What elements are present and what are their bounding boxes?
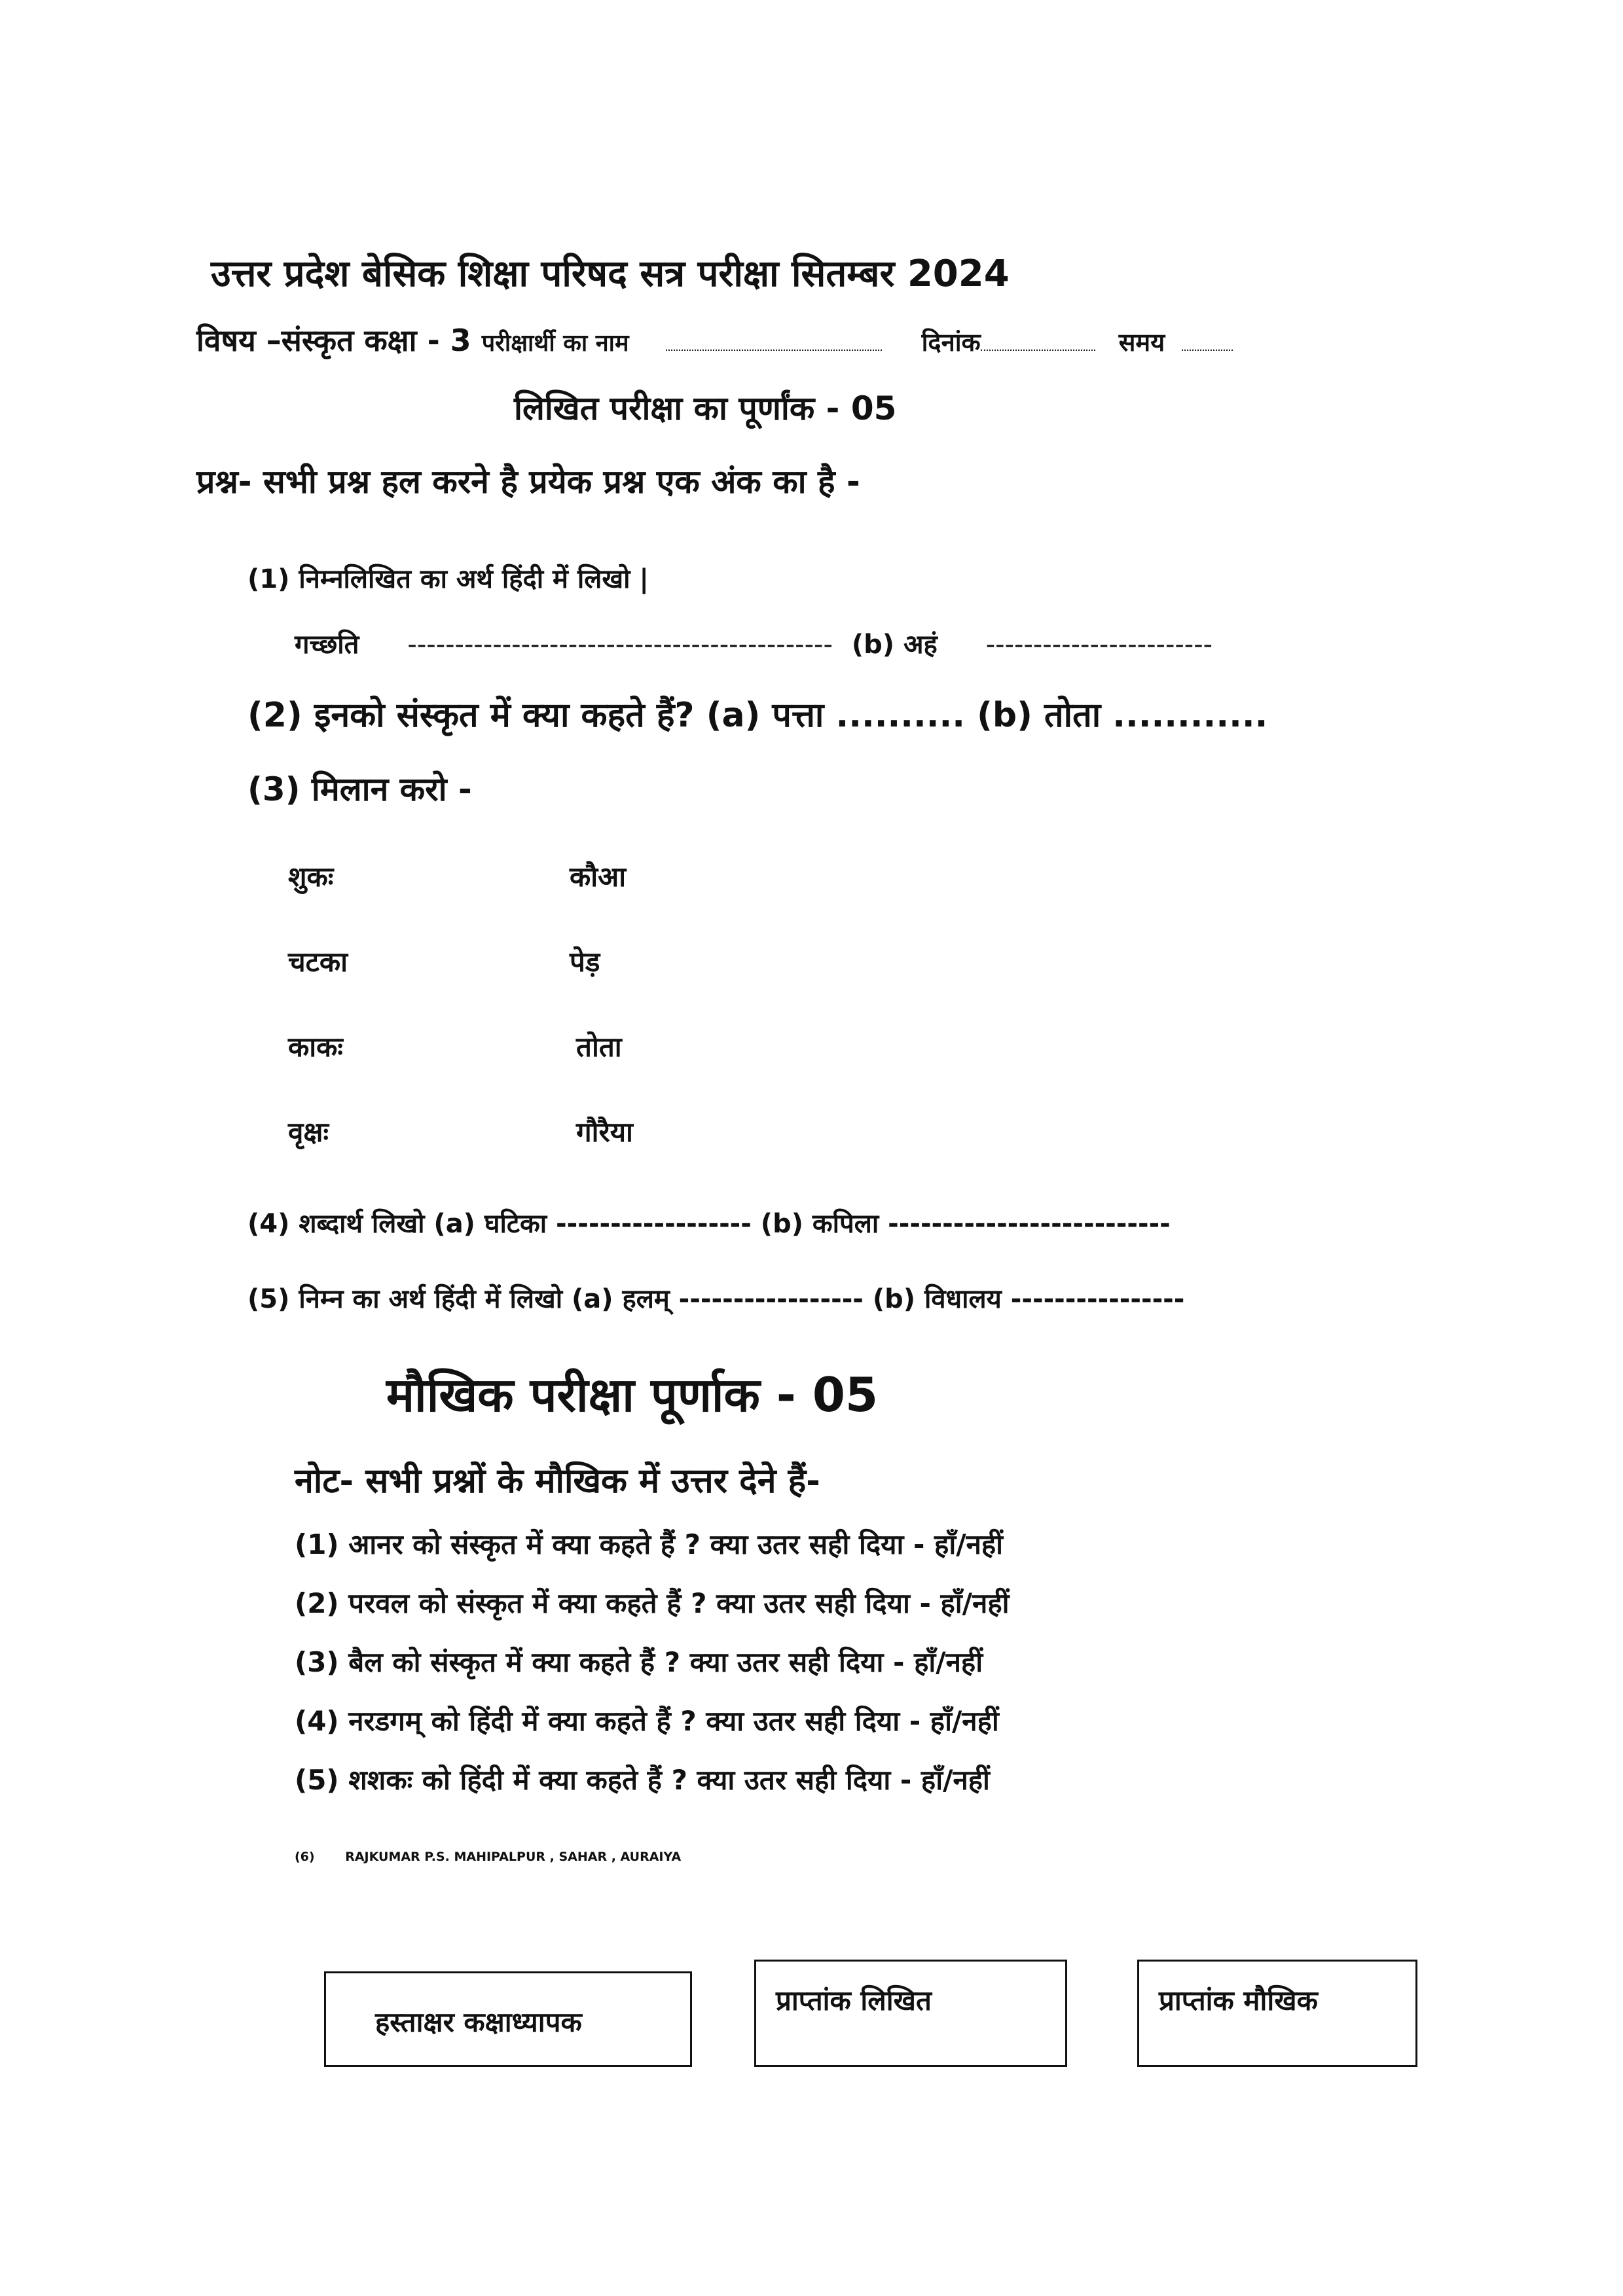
- exam-title: उत्तर प्रदेश बेसिक शिक्षा परिषद सत्र परीक्षा सितम्बर 2024: [211, 253, 1010, 295]
- time-label: समय: [1118, 328, 1165, 357]
- student-name-label: परीक्षार्थी का नाम: [481, 330, 629, 357]
- oral-note: नोट- सभी प्रश्नों के मौखिक में उत्तर देने हैं-: [295, 1462, 820, 1501]
- date-label: दिनांक: [921, 328, 981, 357]
- question-2: (2) इनको संस्कृत में क्या कहते हैं? (a) पत्ता .......... (b) तोता ............: [247, 696, 1268, 735]
- oral-question: (5) शशकः को हिंदी में क्या कहते हैं ? क्या उतर सही दिया - हाँ/नहीं: [295, 1764, 990, 1796]
- student-name-field[interactable]: [666, 344, 882, 351]
- oral-question: (4) नरडगम् को हिंदी में क्या कहते हैं ? क्या उतर सही दिया - हाँ/नहीं: [295, 1705, 999, 1737]
- q1-blank-a[interactable]: ---------------------------------------------: [407, 630, 833, 660]
- question-3: (3) मिलान करो -: [247, 770, 472, 808]
- subject-class: विषय –संस्कृत कक्षा - 3: [196, 323, 471, 358]
- subject-line: [196, 319, 1233, 360]
- signature-label: हस्ताक्षर कक्षाध्यापक: [375, 2006, 582, 2038]
- oral-question: (1) आनर को संस्कृत में क्या कहते हैं ? क्या उतर सही दिया - हाँ/नहीं: [295, 1528, 1004, 1560]
- match-right-item: तोता: [576, 1031, 622, 1063]
- q1-word-b: (b) अहं: [851, 630, 938, 660]
- question-1: (1) निम्नलिखित का अर्थ हिंदी में लिखो |: [247, 564, 649, 594]
- match-right-item: पेड़: [570, 946, 600, 978]
- credit-line: [295, 1850, 681, 1864]
- match-right-item: कौआ: [570, 861, 627, 893]
- oral-marks-box[interactable]: [1137, 1960, 1417, 2067]
- match-left-item: चटका: [288, 946, 348, 978]
- question-1-items: [295, 625, 1213, 661]
- match-left-item: शुकः: [288, 861, 334, 893]
- time-field[interactable]: [1182, 344, 1233, 351]
- credit-number: (6): [295, 1850, 315, 1864]
- written-total: लिखित परीक्षा का पूर्णांक - 05: [514, 389, 897, 427]
- oral-question: (3) बैल को संस्कृत में क्या कहते हैं ? क्या उतर सही दिया - हाँ/नहीं: [295, 1646, 983, 1678]
- written-marks-label: प्राप्तांक लिखित: [776, 1984, 932, 2017]
- match-right-item: गौरैया: [576, 1116, 633, 1148]
- oral-marks-label: प्राप्तांक मौखिक: [1159, 1984, 1318, 2017]
- q1-blank-b[interactable]: ------------------------: [985, 630, 1213, 660]
- oral-question: (2) परवल को संस्कृत में क्या कहते हैं ? क्या उतर सही दिया - हाँ/नहीं: [295, 1587, 1010, 1619]
- oral-heading: मौखिक परीक्षा पूर्णाक - 05: [386, 1367, 879, 1422]
- signature-box[interactable]: [324, 1971, 692, 2067]
- match-left-item: काकः: [288, 1031, 343, 1063]
- q1-word-a: गच्छति: [295, 630, 359, 660]
- date-field[interactable]: [981, 344, 1095, 351]
- credit-text: RAJKUMAR P.S. MAHIPALPUR , SAHAR , AURAIYA: [345, 1850, 682, 1864]
- instructions: प्रश्न- सभी प्रश्न हल करने है प्रयेक प्रश्न एक अंक का है -: [196, 463, 860, 501]
- written-marks-box[interactable]: [754, 1960, 1067, 2067]
- question-4: (4) शब्दार्थ लिखो (a) घटिका ------------------ (b) कपिला --------------------------: [247, 1209, 1171, 1239]
- question-5: (5) निम्न का अर्थ हिंदी में लिखो (a) हलम् ----------------- (b) विधालय ----------------: [247, 1284, 1185, 1314]
- match-left-item: वृक्षः: [288, 1116, 329, 1148]
